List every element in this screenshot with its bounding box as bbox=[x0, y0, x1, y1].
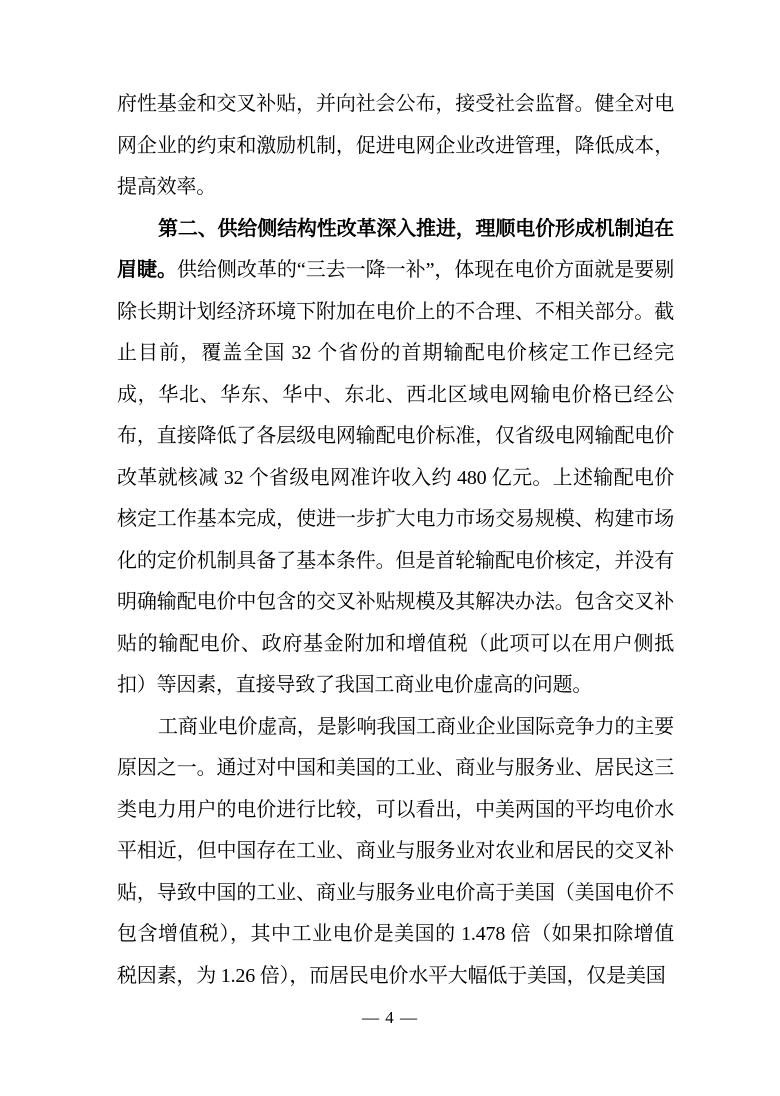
paragraph-continuation bbox=[117, 84, 674, 209]
paragraph-bold-lead: 第二、供给侧结构性改革深入推进，理顺电价形成机制迫在眉睫。 bbox=[117, 217, 674, 281]
paragraph-section-two bbox=[117, 209, 674, 707]
paragraph-comparison bbox=[117, 707, 674, 998]
page-number: — 4 — bbox=[362, 1008, 418, 1027]
paragraph-text: 府性基金和交叉补贴，并向社会公布，接受社会监督。健全对电网企业的约束和激励机制，促进电网企业改进管理，降低成本，提高效率。 bbox=[117, 93, 674, 198]
document-body bbox=[117, 84, 674, 997]
paragraph-text: 供给侧改革的“三去一降一补”，体现在电价方面就是要剔除长期计划经济环境下附加在电价上的不合理、不相关部分。截止目前，覆盖全国 32 个省份的首期输配电价核定工作已经完成，华北、华东、华中、东北、西北区域电网输电价格已经公布，直接降低了各层级电网输配电价标准，仅省级电网输配电价改革就核减 32 个省级电网准许收入约 480 亿元。上述输配电价核定工作基本完成，使进一步扩大电力市场交易规模、构建市场化的定价机制具备了基本条件。但是首轮输配电价核定，并没有明确输配电价中包含的交叉补贴规模及其解决办法。包含交叉补贴的输配电价、政府基金附加和增值税（此项可以在用户侧抵扣）等因素，直接导致了我国工商业电价虚高的问题。 bbox=[117, 259, 674, 696]
paragraph-text: 工商业电价虚高，是影响我国工商业企业国际竞争力的主要原因之一。通过对中国和美国的工业、商业与服务业、居民这三类电力用户的电价进行比较，可以看出，中美两国的平均电价水平相近，但中国存在工业、商业与服务业对农业和居民的交叉补贴，导致中国的工业、商业与服务业电价高于美国（美国电价不包含增值税），其中工业电价是美国的 1.478 倍（如果扣除增值税因素，为 1.26 倍），而居民电价水平大幅低于美国，仅是美国 bbox=[117, 715, 674, 987]
